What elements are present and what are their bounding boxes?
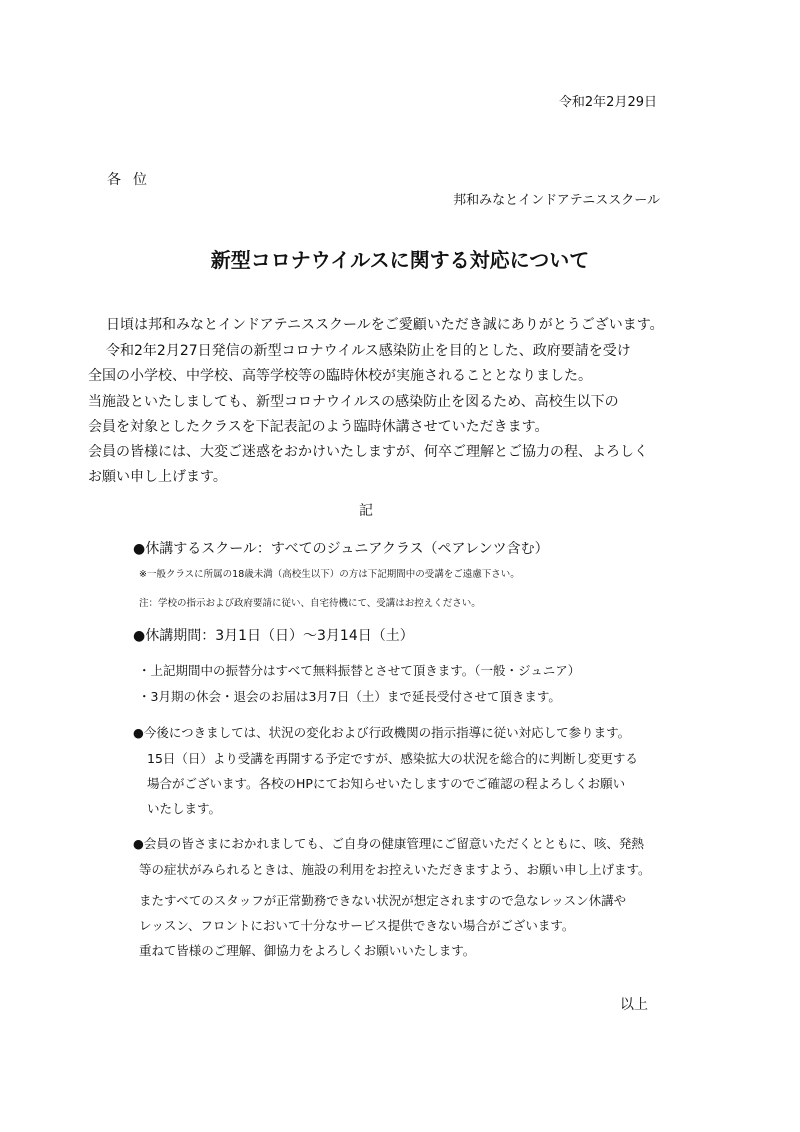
addressee: 各位 — [107, 172, 159, 188]
ki-heading: 記 — [359, 503, 373, 519]
body-paragraph-line: 当施設といたしましても、新型コロナウイルスの感染防止を図るため、高校生以下の — [88, 394, 619, 410]
health-notice-line: レッスン、フロントにおいて十分なサービス提供できない場合がございます。 — [139, 918, 575, 933]
future-response-line: 場合がございます。各校のHPにてお知らせいたしますのでご確認の程よろしくお願い — [147, 776, 626, 791]
health-notice-line: またすべてのスタッフが正常勤務できない状況が想定されますので急なレッスン休講や — [139, 893, 627, 908]
document-title: 新型コロナウイルスに関する対応について — [210, 248, 590, 272]
body-paragraph-line: 会員を対象としたクラスを下記表記のよう臨時休講させていただきます。 — [88, 419, 549, 435]
closing-mark: 以上 — [620, 997, 648, 1013]
section-closed-school-note: 注：学校の指示および政府要請に従い、自宅待機にて、受講はお控えください。 — [139, 598, 481, 609]
body-paragraph-line: お願い申し上げます。 — [88, 469, 227, 485]
health-notice-line: 等の症状がみられるときは、施設の利用をお控えいただきますよう、お願い申し上げます。 — [139, 862, 651, 877]
body-paragraph-line: 全国の小学校、中学校、高等学校等の臨時休校が実施されることとなりました。 — [88, 368, 592, 384]
future-response-line: 15日（日）より受講を再開する予定ですが、感染拡大の状況を総合的に判断し変更する — [147, 751, 638, 766]
future-response-line: いたします。 — [147, 801, 222, 816]
section-closure-period-heading: ●休講期間：3月1日（日）〜3月14日（土） — [133, 628, 414, 644]
body-paragraph-line: 会員の皆様には、大変ご迷惑をおかけいたしますが、何卒ご理解とご協力の程、よろしく — [88, 444, 648, 460]
body-paragraph-line: 令和2年2月27日発信の新型コロナウイルス感染防止を目的とした、政府要請を受け — [92, 343, 631, 359]
section-closed-school-note: ※一般クラスに所属の18歳未満（高校生以下）の方は下記期間中の受講をご遠慮下さい。 — [139, 569, 520, 580]
sender-name: 邦和みなとインドアテニススクール — [453, 193, 660, 208]
section-closed-school-heading: ●休講するスクール：すべてのジュニアクラス（ペアレンツ含む） — [133, 541, 549, 557]
closure-period-item: ・上記期間中の振替分はすべて無料振替とさせて頂きます。（一般・ジュニア） — [138, 663, 581, 678]
health-notice-line: ●会員の皆さまにおかれましても、ご自身の健康管理にご留意いただくとともに、咳、発熱 — [133, 836, 644, 851]
health-notice-line: 重ねて皆様のご理解、御協力をよろしくお願いいたします。 — [139, 943, 476, 958]
document-date: 令和2年2月29日 — [558, 95, 657, 110]
closure-period-item: ・3月期の休会・退会のお届は3月7日（土）まで延長受付させて頂きます。 — [138, 689, 561, 704]
body-paragraph-line: 日頃は邦和みなとインドアテニススクールをご愛顧いただき誠にありがとうございます。 — [92, 317, 664, 333]
future-response-line: ●今後につきましては、状況の変化および行政機関の指示指導に従い対応して参ります。 — [133, 725, 631, 740]
